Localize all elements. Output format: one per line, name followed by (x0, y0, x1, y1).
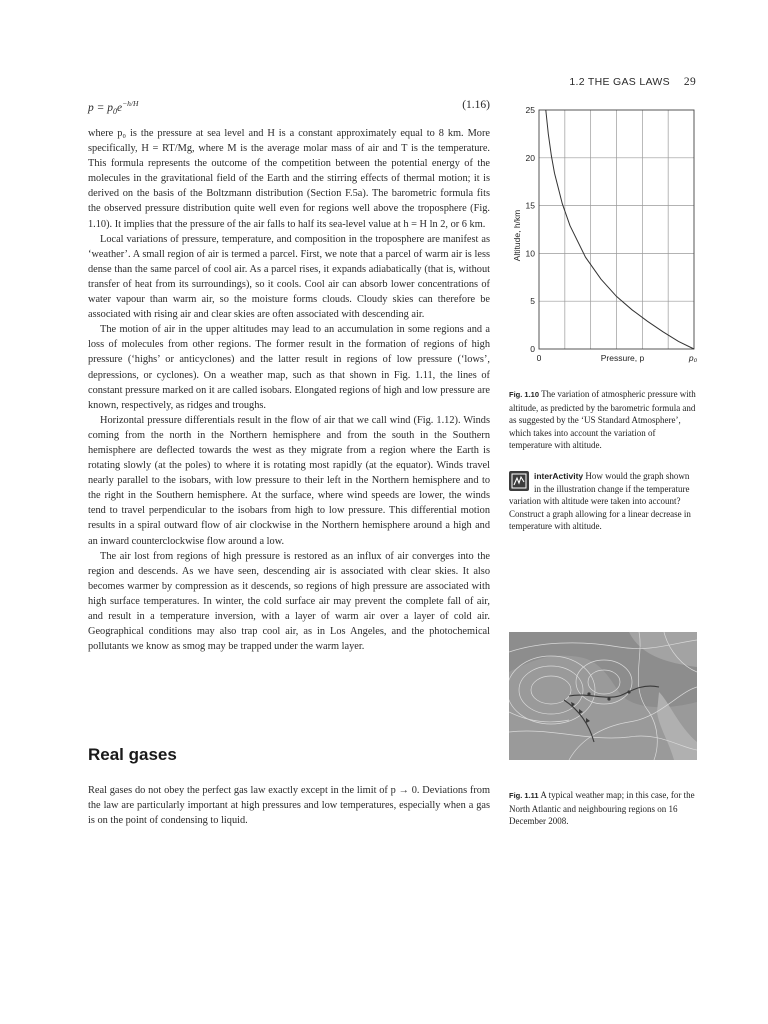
y-axis-label: Altitude, h/km (512, 209, 522, 262)
interactivity-text: How would the graph shown in the illustration change if the temperature variation with altitude were taken into account? Construct a graph allowing for a linear decrease in temperature with altitude. (509, 471, 691, 532)
interactivity-label: interActivity (534, 471, 584, 481)
equation-exponent: −h/H (122, 99, 139, 108)
x-tick-label: p₀ (688, 353, 698, 363)
figure-label: Fig. 1.10 (509, 390, 540, 399)
x-axis-label: Pressure, p (600, 353, 645, 363)
caption-text: A typical weather map; in this case, for the North Atlantic and neighbouring regions on 16 December 2008. (509, 790, 695, 827)
series-line (546, 110, 694, 349)
equation-exp-base: e (117, 101, 123, 114)
interactivity-box (509, 470, 697, 533)
paragraph: The air lost from regions of high pressure is restored as an influx of air converges into the region and descends. As we have seen, descending air is associated with clear skies. It also becomes warmer by compression as it descends, so regions of high pressure are associated with high surface temperatures. In winter, the cold surface air may prevent the complete fall of air, and result in a temperature inversion, with a layer of warm air over a layer of cold air. Geographical conditions may also trap cool air, as in Los Angeles, and the photochemical pollutants we know as smog may be trapped under the warm layer. (88, 550, 490, 653)
weather-map-drawing (509, 632, 697, 760)
figure-1-11-caption (509, 789, 697, 828)
equation-number: (1.16) (462, 99, 490, 111)
y-tick-label: 0 (530, 344, 535, 354)
y-tick-label: 25 (525, 105, 535, 115)
figure-label: Fig. 1.11 (509, 791, 539, 800)
equation-subscript: 0 (113, 107, 118, 117)
altitude-pressure-chart (508, 100, 708, 370)
caption-text: The variation of atmospheric pressure with altitude, as predicted by the barometric formula and as suggested by the ‘US Standard Atmosphere’, which takes into account the variation of temperature with altitude. (509, 389, 696, 451)
equation-1-16 (88, 99, 490, 117)
y-tick-label: 5 (530, 296, 535, 307)
paragraph: The motion of air in the upper altitudes may lead to an accumulation in some regions and a loss of molecules from other regions. The former result in the formation of regions of high pressure (‘highs’ or anticyclones) and the latter result in regions of low pressure (‘lows’, depressions, or cyclones). On a weather map, such as that shown in Fig. 1.11, the lines of constant pressure marked on it are called isobars. Elongated regions of high and low pressure are known, respectively, as ridges and troughs. (88, 324, 490, 411)
paragraph: Local variations of pressure, temperature, and composition in the troposphere are manifest as ‘weather’. A small region of air is termed a parcel. First, we note that a parcel of warm air is less dense than the same parcel of cool air. As a parcel rises, it expands adiabatically (that is, without transfer of heat from its surroundings), so it cools. Cool air can absorb lower concentrations of water vapour than warm air, so the moisture forms clouds. Cloudy skies can therefore be associated with rising air and clear skies are often associated with descending air. (88, 233, 490, 321)
section-title: 1.2 THE GAS LAWS (569, 76, 670, 88)
interactivity-icon (509, 471, 529, 491)
page-number: 29 (683, 76, 696, 88)
x-tick-label: 0 (536, 353, 542, 363)
weather-map-image (509, 632, 697, 760)
figure-1-10-caption (509, 388, 697, 452)
y-tick-label: 15 (525, 200, 535, 211)
main-text (88, 126, 490, 654)
equation-lhs: p = p (88, 101, 114, 114)
real-gases-text (88, 783, 490, 828)
paragraph: Horizontal pressure differentials result in the flow of air that we call wind (Fig. 1.12). Winds coming from the north in the Northern hemisphere and from the south in the Southern hemisphere are deflected towards the west as they migrate from a region where the Earth is rotating slowly (at the poles) to where it is rotating most rapidly (at the equator). Winds travel nearly parallel to the isobars, with low pressure to their left in the Northern hemisphere and to the right in the Southern hemisphere. At the surface, where wind speeds are lower, the winds tend to travel perpendicular to the isobars from high to low pressure. This differential motion results in a spiral outward flow of air clockwise in the Northern hemisphere around a high and an inward counterclockwise flow around a low. (88, 414, 490, 547)
paragraph: where p₀ is the pressure at sea level and H is a constant approximately equal to 8 km. More specifically, H = RT/Mg, where M is the average molar mass of air and T is the temperature. This formula represents the outcome of the competition between the potential energy of the molecules in the gravitational field of the Earth and the stirring effects of thermal motion; it is derived on the basis of the Boltzmann distribution (Section F.5a). The barometric formula fits the observed pressure distribution quite well even for regions well above the troposphere (Fig. 1.10). It implies that the pressure of the air falls to half its sea-level value at h = H ln 2, or 6 km. (88, 128, 490, 230)
running-head (500, 76, 696, 88)
chart-svg (508, 100, 708, 370)
section-heading: Real gases (88, 745, 177, 764)
paragraph: Real gases do not obey the perfect gas law exactly except in the limit of p → 0. Deviations from the law are particularly important at high pressures and low temperatures, especially when a gas is on the point of condensing to liquid. (88, 785, 490, 827)
y-tick-label: 10 (525, 248, 535, 259)
y-tick-label: 20 (525, 152, 535, 163)
